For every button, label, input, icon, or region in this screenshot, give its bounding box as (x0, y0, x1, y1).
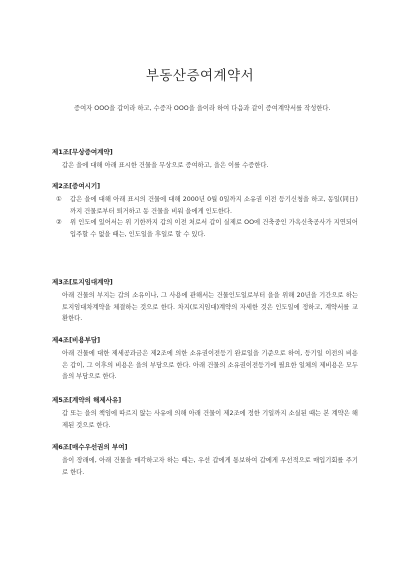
clause-text: 위 인도에 있어서는 위 기한까지 갑의 이전 처로서 갑이 실제로 OO에 건축중인 가옥신축공사가 지연되어 입주할 수 없을 때는, 인도일을 후일로 할 수 있다. (70, 219, 358, 238)
article-body: 을이 장래에, 아래 건물을 매각하고자 하는 때는, 우선 갑에게 통보하여 갑에게 우선적으로 매입기회를 주기로 한다. (62, 457, 358, 476)
intro-paragraph: 증여자 OOO을 갑이라 하고, 수증자 OOO을 을이라 하여 다음과 같이 증여계약서를 작성한다. (74, 105, 331, 112)
document-title: 부동산증여계약서 (145, 68, 255, 84)
article-body: 아래 건물에 대한 제세공과금은 제2조에 의한 소유권이전등기 완료일을 기준으로 하여, 등기일 이전의 비용은 갑이, 그 이후의 비용은 을의 부담으로 한다. 아래 건물의 소유권이전등기에 필요한 일체의 제비용은 모두 을의 부담으로 한다. (62, 350, 358, 380)
article-body: 갑 또는 을의 책임에 따르지 않는 사유에 의해 아래 건물이 제2조에 정한 기일까지 소실된 때는 본 계약은 해제된 것으로 한다. (62, 410, 358, 429)
clause-text: 갑은 을에 대해 아래 표시의 건물에 대해 2000년 0월 0일까지 소유권 이전 등기신청을 하고, 동일(同日)까지 건물로부터 퇴거하고 동 건물을 비워 을에게 인도한다. (70, 196, 358, 215)
article-clause (52, 194, 358, 217)
article-heading: 제1조[무상증여계약] (52, 148, 113, 156)
clause-number: ① (56, 196, 62, 203)
article-2 (52, 181, 358, 240)
article-3 (52, 277, 358, 325)
article-4 (52, 335, 358, 383)
clause-number: ② (56, 219, 62, 226)
article-heading: 제4조[비용부담] (52, 336, 101, 344)
article-5 (52, 395, 358, 431)
article-heading: 제6조[매수우선권의 부여] (52, 443, 128, 451)
article-heading: 제5조[계약의 해제사유] (52, 396, 122, 404)
article-1 (52, 147, 358, 172)
article-6 (52, 442, 358, 478)
article-clause (52, 217, 358, 240)
article-heading: 제2조[증여시기] (52, 182, 101, 190)
article-body: 아래 건물의 부지는 갑의 소유이나, 그 사용에 관해서는 건물인도일로부터 을을 위해 20년을 기간으로 하는 토지임대차계약을 체결하는 것으로 한다. 차지(토지임대)계약의 자세한 것은 인도일에 정하고, 계약서를 교환한다. (62, 292, 358, 322)
article-heading: 제3조[토지임대계약] (52, 278, 113, 286)
article-body: 갑은 을에 대해 아래 표시한 건물을 무상으로 증여하고, 을은 이를 수증한다. (62, 162, 269, 169)
